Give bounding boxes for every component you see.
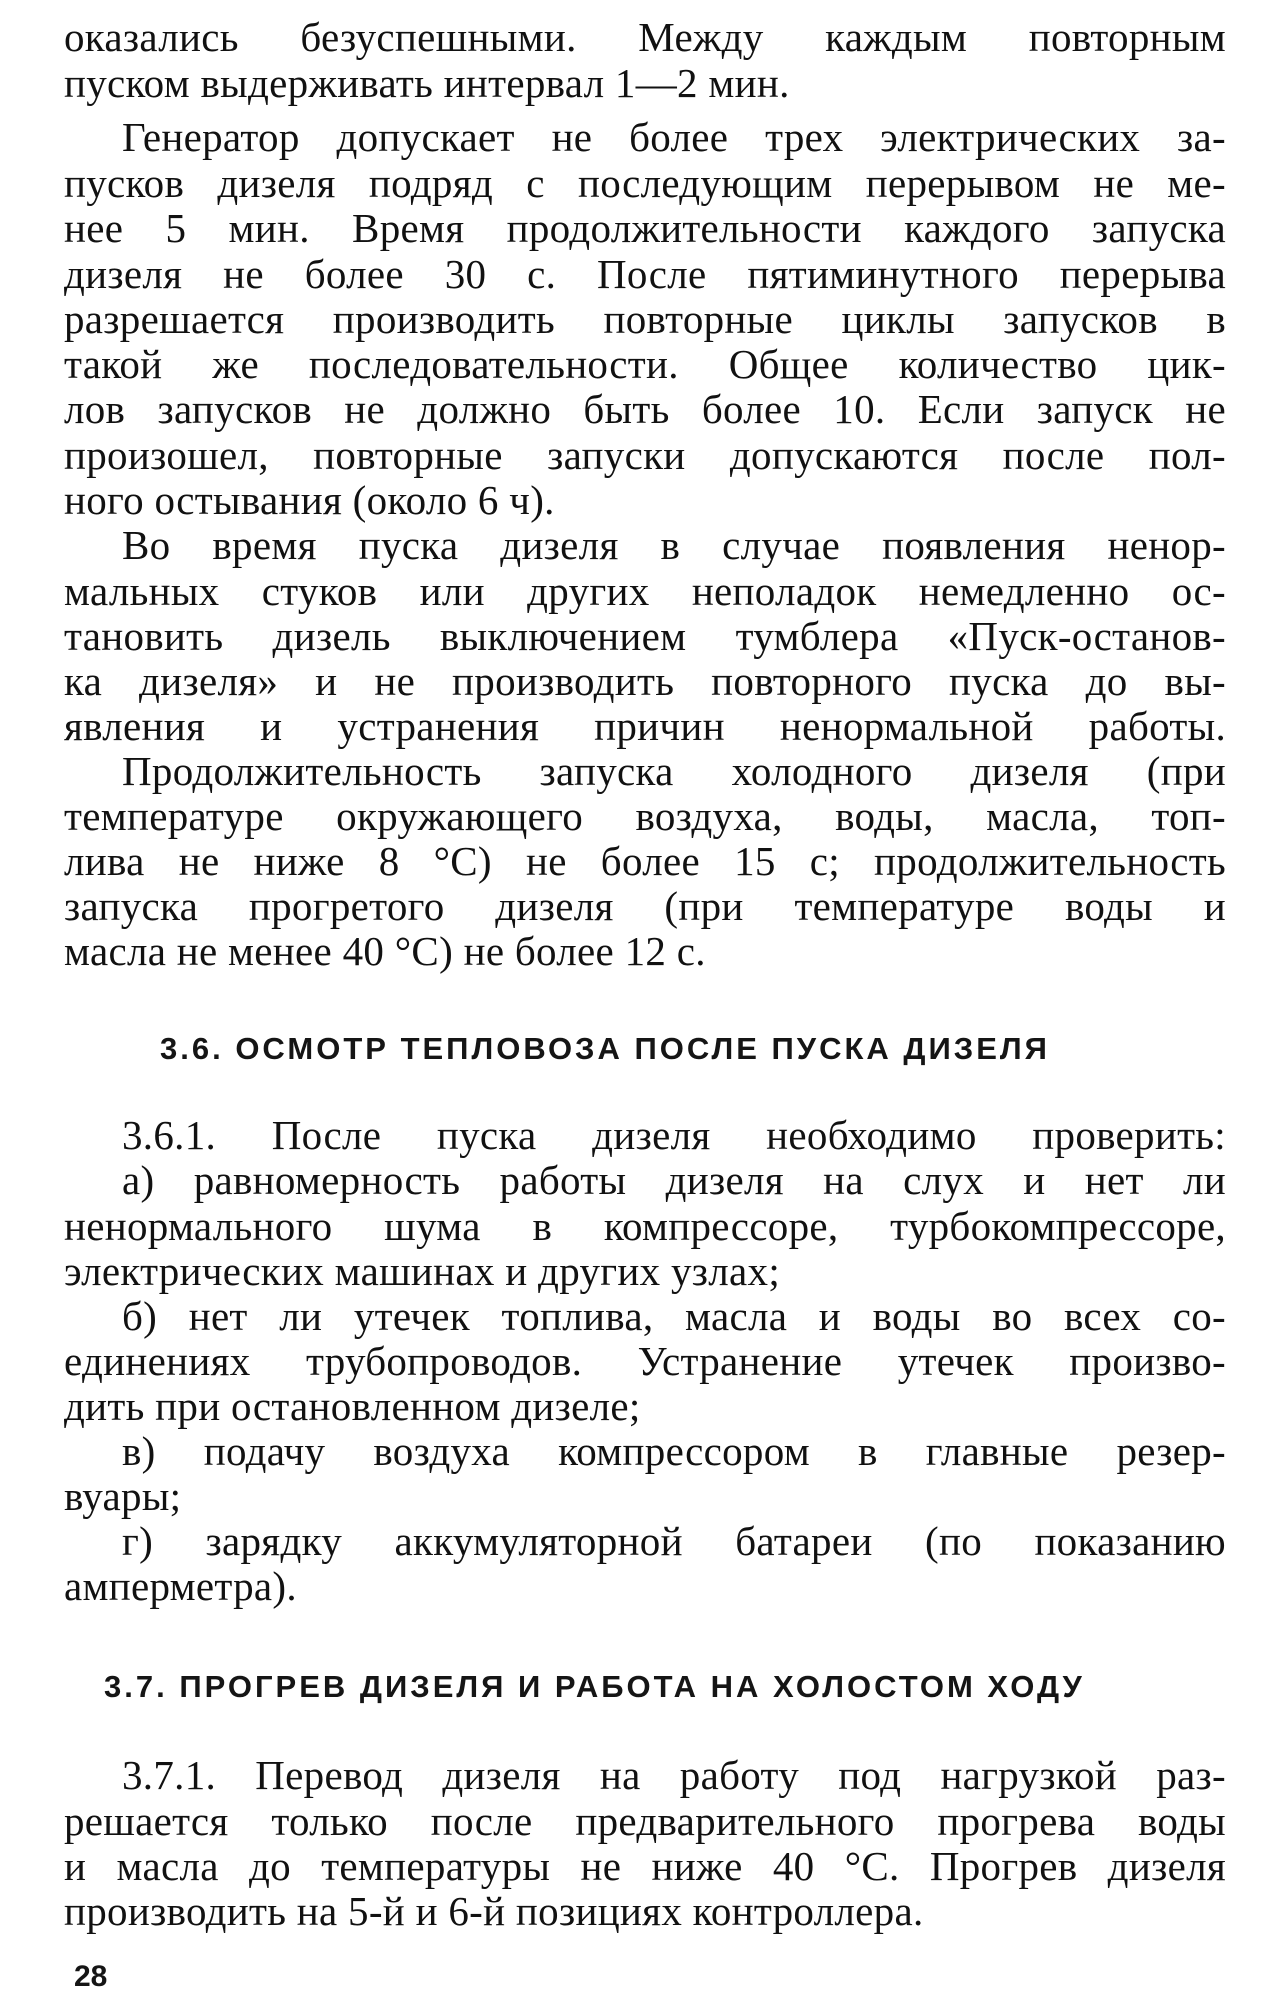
text-line: производить на 5-й и 6-й позициях контроллера. — [64, 1888, 924, 1934]
text-line: ного остывания (около 6 ч). — [64, 477, 555, 523]
page-number: 28 — [74, 1960, 108, 1993]
text-line: температуре окружающего воздуха, воды, масла, топ- — [64, 793, 1226, 839]
text-line: нее 5 мин. Время продолжительности каждого запуска — [64, 205, 1226, 251]
text-line: пусков дизеля подряд с последующим перерывом не ме- — [64, 160, 1226, 206]
text-line: лива не ниже 8 °С) не более 15 с; продолжительность — [64, 838, 1226, 884]
text-line: и масла до температуры не ниже 40 °С. Прогрев дизеля — [64, 1843, 1226, 1889]
text-line: электрических машинах и других узлах; — [64, 1248, 781, 1294]
text-line: Во время пуска дизеля в случае появления ненор- — [122, 522, 1226, 568]
text-line: такой же последовательности. Общее количество цик- — [64, 341, 1226, 387]
text-line: Генератор допускает не более трех электрических за- — [122, 114, 1226, 160]
text-line: масла не менее 40 °С) не более 12 с. — [64, 928, 706, 974]
text-line: вуары; — [64, 1473, 182, 1519]
text-line: лов запусков не должно быть более 10. Если запуск не — [64, 386, 1226, 432]
text-line: запуска прогретого дизеля (при температуре воды и — [64, 883, 1226, 929]
section-heading: 3.6. ОСМОТР ТЕПЛОВОЗА ПОСЛЕ ПУСКА ДИЗЕЛЯ — [160, 1031, 1050, 1066]
text-line: 3.6.1. После пуска дизеля необходимо проверить: — [122, 1112, 1226, 1158]
text-line: дизеля не более 30 с. После пятиминутного перерыва — [64, 251, 1226, 297]
text-line: тановить дизель выключением тумблера «Пуск-останов- — [64, 613, 1226, 659]
text-line: произошел, повторные запуски допускаются после пол- — [64, 432, 1226, 478]
list-item: б) нет ли утечек топлива, масла и воды во всех со- — [122, 1293, 1226, 1339]
text-line: решается только после предварительного прогрева воды — [64, 1798, 1226, 1844]
text-line: 3.7.1. Перевод дизеля на работу под нагрузкой раз- — [122, 1752, 1226, 1798]
text-line: ненормального шума в компрессоре, турбокомпрессоре, — [64, 1203, 1226, 1249]
text-line: ка дизеля» и не производить повторного пуска до вы- — [64, 658, 1226, 704]
list-item: а) равномерность работы дизеля на слух и нет ли — [122, 1157, 1226, 1203]
text-line: разрешается производить повторные циклы запусков в — [64, 296, 1226, 342]
text-line: единениях трубопроводов. Устранение утечек произво- — [64, 1338, 1226, 1384]
text-line: дить при остановленном дизеле; — [64, 1383, 641, 1429]
text-line: оказались безуспешными. Между каждым повторным — [64, 14, 1226, 60]
list-item: в) подачу воздуха компрессором в главные резер- — [122, 1428, 1226, 1474]
text-line: Продолжительность запуска холодного дизеля (при — [122, 748, 1226, 794]
text-line: явления и устранения причин ненормальной работы. — [64, 703, 1226, 749]
section-heading: 3.7. ПРОГРЕВ ДИЗЕЛЯ И РАБОТА НА ХОЛОСТОМ ХОДУ — [104, 1669, 1085, 1704]
text-line: амперметра). — [64, 1563, 297, 1609]
list-item: г) зарядку аккумуляторной батареи (по показанию — [122, 1518, 1226, 1564]
text-line: мальных стуков или других неполадок немедленно ос- — [64, 568, 1226, 614]
text-line: пуском выдерживать интервал 1—2 мин. — [64, 60, 790, 106]
